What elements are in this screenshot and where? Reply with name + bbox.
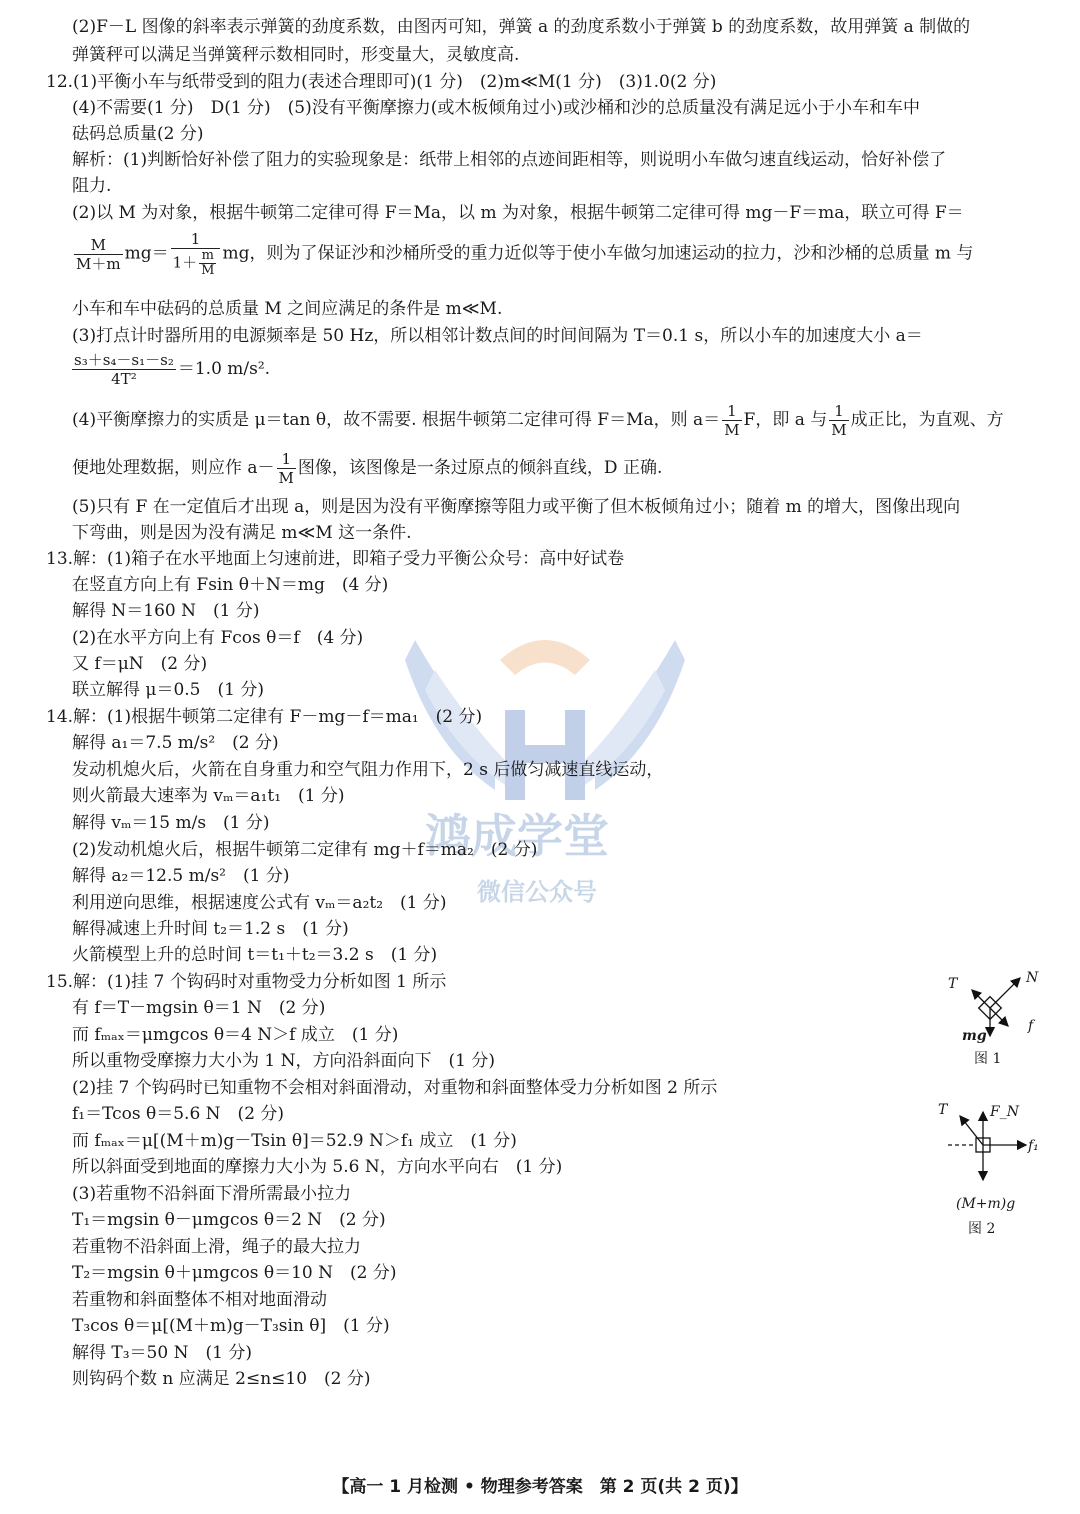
text-line: T₁＝mgsin θ－μmgcos θ＝2 N (2 分) [72, 1210, 386, 1230]
text-line: 砝码总质量(2 分) [72, 124, 204, 144]
fig2-label-weight: (M+m)g [956, 1196, 1016, 1212]
text-line: 而 fₘₐₓ＝μmgcos θ＝4 N＞f 成立 (1 分) [72, 1025, 399, 1045]
text-line: (5)只有 F 在一定值后才出现 a，则是因为没有平衡摩擦等阻力或平衡了但木板倾角过小；随着 m 的增大，图像出现向 [72, 497, 961, 517]
fig2-label-f1: f₁ [1028, 1138, 1039, 1154]
text-line: 解得减速上升时间 t₂＝1.2 s (1 分) [72, 919, 349, 939]
text-line: 而 fₘₐₓ＝μ[(M＋m)g－Tsin θ]＝52.9 N＞f₁ 成立 (1 分) [72, 1131, 517, 1151]
text-line: 阻力. [72, 176, 112, 196]
text-line: 则火箭最大速率为 vₘ＝a₁t₁ (1 分) [72, 786, 345, 806]
fraction: $\frac{\text{s₃＋s₄－s₁－s₂}}{\text{4T²}}$ [74, 351, 174, 388]
text-line: 火箭模型上升的总时间 t＝t₁＋t₂＝3.2 s (1 分) [72, 945, 438, 965]
text-line: 发动机熄火后，火箭在自身重力和空气阻力作用下，2 s 后做匀减速直线运动， [72, 760, 664, 780]
text-line: 解得 a₂＝12.5 m/s² (1 分) [72, 866, 290, 886]
text-line: 若重物不沿斜面上滑，绳子的最大拉力 [72, 1237, 361, 1257]
text-line: 若重物和斜面整体不相对地面滑动 [72, 1290, 327, 1310]
formula-line: 便地处理数据，则应作 a－ $\frac{1}{M}$ 图像，该图像是一条过原点的倾斜直线，D 正确. [72, 450, 663, 487]
fig1-label-f: f [1028, 1018, 1034, 1034]
question-13-heading: 13.解：(1)箱子在水平地面上匀速前进，即箱子受力平衡公众号：高中好试卷 [46, 549, 625, 569]
formula-line: $\frac{\text{s₃＋s₄－s₁－s₂}}{\text{4T²}}$ ＝1.0 m/s². [74, 351, 271, 388]
text-line: T₂＝mgsin θ＋μmgcos θ＝10 N (2 分) [72, 1263, 397, 1283]
text-line: 弹簧秤可以满足当弹簧秤示数相同时，形变量大，灵敏度高. [72, 45, 520, 65]
question-15-heading: 15.解：(1)挂 7 个钩码时对重物受力分析如图 1 所示 [46, 972, 447, 992]
text-line: 下弯曲，则是因为没有满足 m≪M 这一条件. [72, 523, 412, 543]
text-line: (3)若重物不沿斜面下滑所需最小拉力 [72, 1184, 352, 1204]
question-12-heading: 12.(1)平衡小车与纸带受到的阻力(表述合理即可)(1 分) (2)m≪M(1 分) (3)1.0(2 分) [46, 72, 717, 92]
fig1-label-mg: mg [962, 1028, 987, 1044]
figure-2-force-diagram [930, 1098, 1050, 1238]
question-14-heading: 14.解：(1)根据牛顿第二定律有 F－mg－f＝ma₁ (2 分) [46, 707, 483, 727]
fig1-caption: 图 1 [974, 1051, 1002, 1067]
text-line: 解得 vₘ＝15 m/s (1 分) [72, 813, 270, 833]
fig1-label-N: N [1026, 970, 1039, 986]
text-line: (2)挂 7 个钩码时已知重物不会相对斜面滑动，对重物和斜面整体受力分析如图 2 所示 [72, 1078, 718, 1098]
text-line: 联立解得 μ＝0.5 (1 分) [72, 680, 264, 700]
fig2-label-FN: F_N [990, 1104, 1019, 1120]
text-line: 有 f＝T－mgsin θ＝1 N (2 分) [72, 998, 326, 1018]
text-line: (2)以 M 为对象，根据牛顿第二定律可得 F＝Ma，以 m 为对象，根据牛顿第二定律可得 mg－F＝ma，联立可得 F＝ [72, 203, 964, 223]
figure-1-force-diagram [944, 966, 1054, 1076]
fraction: $\frac{1}{M}$ [278, 450, 294, 487]
formula-line: $\frac{M}{M+m}$ mg＝ 1 1＋ $\frac{m}{M}$ mg，则为了保证沙和沙桶所受的重力近似等于使小车做匀加速运动的拉力，沙和沙桶的总质量 m 与 [76, 230, 974, 278]
text-line: 解析：(1)判断恰好补偿了阻力的实验现象是：纸带上相邻的点迹间距相等，则说明小车做匀速直线运动，恰好补偿了 [72, 150, 947, 170]
fig1-label-T: T [948, 976, 958, 992]
fraction: $\frac{1}{M}$ [724, 402, 740, 439]
text-line: 利用逆向思维，根据速度公式有 vₘ＝a₂t₂ (1 分) [72, 893, 447, 913]
text-line: 解得 a₁＝7.5 m/s² (2 分) [72, 733, 279, 753]
text-line: (2)在水平方向上有 Fcos θ＝f (4 分) [72, 628, 364, 648]
text-line: 小车和车中砝码的总质量 M 之间应满足的条件是 m≪M. [72, 299, 503, 319]
text-line: (4)不需要(1 分) D(1 分) (5)没有平衡摩擦力(或木板倾角过小)或沙桶和沙的总质量没有满足远小于小车和车中 [72, 98, 921, 118]
fig2-label-T: T [938, 1102, 948, 1118]
fig2-caption: 图 2 [968, 1221, 996, 1237]
text-line: (3)打点计时器所用的电源频率是 50 Hz，所以相邻计数点间的时间间隔为 T＝0.1 s，所以小车的加速度大小 a＝ [72, 326, 923, 346]
watermark-subtitle: 微信公众号 [477, 878, 597, 906]
formula-line: (4)平衡摩擦力的实质是 μ＝tan θ，故不需要. 根据牛顿第二定律可得 F＝Ma，则 a＝ $\frac{1}{M}$ F，即 a 与 $\frac{1}{M}$ 成正比，为直观、方 [72, 402, 1004, 439]
text-line: 所以重物受摩擦力大小为 1 N，方向沿斜面向下 (1 分) [72, 1051, 495, 1071]
text-line: 解得 T₃＝50 N (1 分) [72, 1343, 252, 1363]
watermark-brand: 鸿成学堂 [425, 809, 609, 863]
text-line: (2)F－L 图像的斜率表示弹簧的劲度系数，由图丙可知，弹簧 a 的劲度系数小于弹簧 b 的劲度系数，故用弹簧 a 制做的 [72, 17, 971, 37]
text-line: (2)发动机熄火后，根据牛顿第二定律有 mg＋f＝ma₂ (2 分) [72, 840, 538, 860]
text-line: T₃cos θ＝μ[(M＋m)g－T₃sin θ] (1 分) [72, 1316, 390, 1336]
fraction: 1 1＋ $\frac{m}{M}$ [171, 230, 221, 278]
text-line: 所以斜面受到地面的摩擦力大小为 5.6 N，方向水平向右 (1 分) [72, 1157, 563, 1177]
fraction: $\frac{M}{M+m}$ [76, 235, 121, 273]
text-line: 解得 N＝160 N (1 分) [72, 601, 260, 621]
page-footer: 【高一 1 月检测 • 物理参考答案 第 2 页(共 2 页)】 [332, 1477, 748, 1497]
text-line: f₁＝Tcos θ＝5.6 N (2 分) [72, 1104, 285, 1124]
text-line: 则钩码个数 n 应满足 2≤n≤10 (2 分) [72, 1369, 371, 1389]
text-line: 在竖直方向上有 Fsin θ＋N＝mg (4 分) [72, 575, 389, 595]
fraction: $\frac{1}{M}$ [831, 402, 847, 439]
text-line: 又 f＝μN (2 分) [72, 654, 208, 674]
